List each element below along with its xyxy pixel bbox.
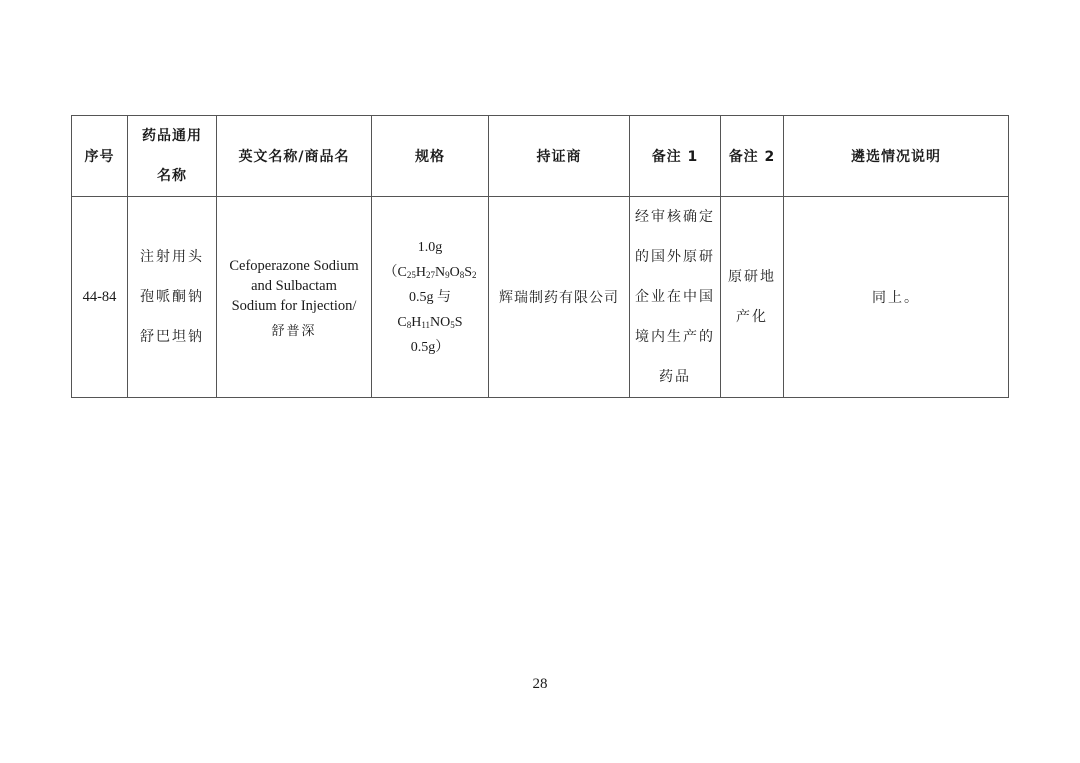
cell-spec [372, 197, 489, 398]
formula-part: 9 [445, 269, 450, 280]
english-line: Sodium for Injection/ [231, 297, 357, 314]
english-line: and Sulbactam [251, 277, 337, 294]
note1-line: 的国外原研 [635, 249, 715, 265]
formula-part: N [434, 264, 446, 280]
formula-part: S [464, 264, 472, 280]
spec-line: 1.0g [417, 239, 443, 255]
note1-line: 境内生产的 [635, 329, 715, 345]
formula-part: 8 [406, 319, 412, 330]
name-line: 舒巴坦钠 [140, 329, 204, 345]
header-spec: 规格 [372, 116, 489, 197]
formula-part: C [397, 264, 407, 280]
header-row [72, 116, 1009, 197]
name-line: 孢哌酮钠 [140, 289, 204, 305]
note2-line: 产化 [736, 309, 768, 325]
note1-line: 经审核确定 [635, 209, 715, 225]
formula-part: C [397, 314, 407, 330]
formula-part: 5 [450, 319, 455, 330]
header-name-line2: 名称 [157, 168, 187, 184]
spec-formula-1 [376, 260, 484, 285]
cell-holder: 辉瑞制药有限公司 [489, 197, 630, 398]
spec-open-paren: （ [383, 264, 398, 280]
spec-line: 0.5g） [410, 339, 450, 355]
header-name-line1: 药品通用 [142, 128, 202, 144]
table-row [72, 197, 1009, 398]
page-number: 28 [532, 676, 548, 692]
formula-part: 2 [472, 269, 477, 280]
spec-line: 0.5g 与 [409, 289, 451, 305]
header-note2: 备注 2 [721, 116, 784, 197]
formula-part: H [415, 264, 426, 280]
brand-name: 舒普深 [271, 323, 317, 339]
cell-selection: 同上。 [784, 197, 1009, 398]
formula-part: 25 [406, 269, 416, 280]
name-line: 注射用头 [140, 249, 204, 265]
formula-part: S [454, 314, 463, 330]
cell-generic-name [128, 197, 217, 398]
cell-note2 [721, 197, 784, 398]
drug-table [71, 115, 1009, 398]
english-line: Cefoperazone Sodium [229, 257, 359, 274]
cell-note1 [630, 197, 721, 398]
formula-part: 11 [421, 319, 431, 330]
spec-formula-2 [376, 310, 484, 335]
header-index: 序号 [72, 116, 128, 197]
formula-part: 27 [425, 269, 435, 280]
cell-index: 44-84 [72, 197, 128, 398]
note1-line: 企业在中国 [635, 289, 715, 305]
formula-part: O [449, 264, 460, 280]
header-note1: 备注 1 [630, 116, 721, 197]
cell-english-name [217, 197, 372, 398]
header-selection: 遴选情况说明 [784, 116, 1009, 197]
note1-line: 药品 [659, 369, 691, 385]
header-generic-name [128, 116, 217, 197]
formula-part: 8 [459, 269, 465, 280]
formula-part: H [411, 314, 422, 330]
formula-part: NO [430, 314, 451, 330]
note2-line: 原研地 [728, 269, 776, 285]
header-holder: 持证商 [489, 116, 630, 197]
formula-1 [397, 265, 476, 280]
header-english-name: 英文名称/商品名 [217, 116, 372, 197]
